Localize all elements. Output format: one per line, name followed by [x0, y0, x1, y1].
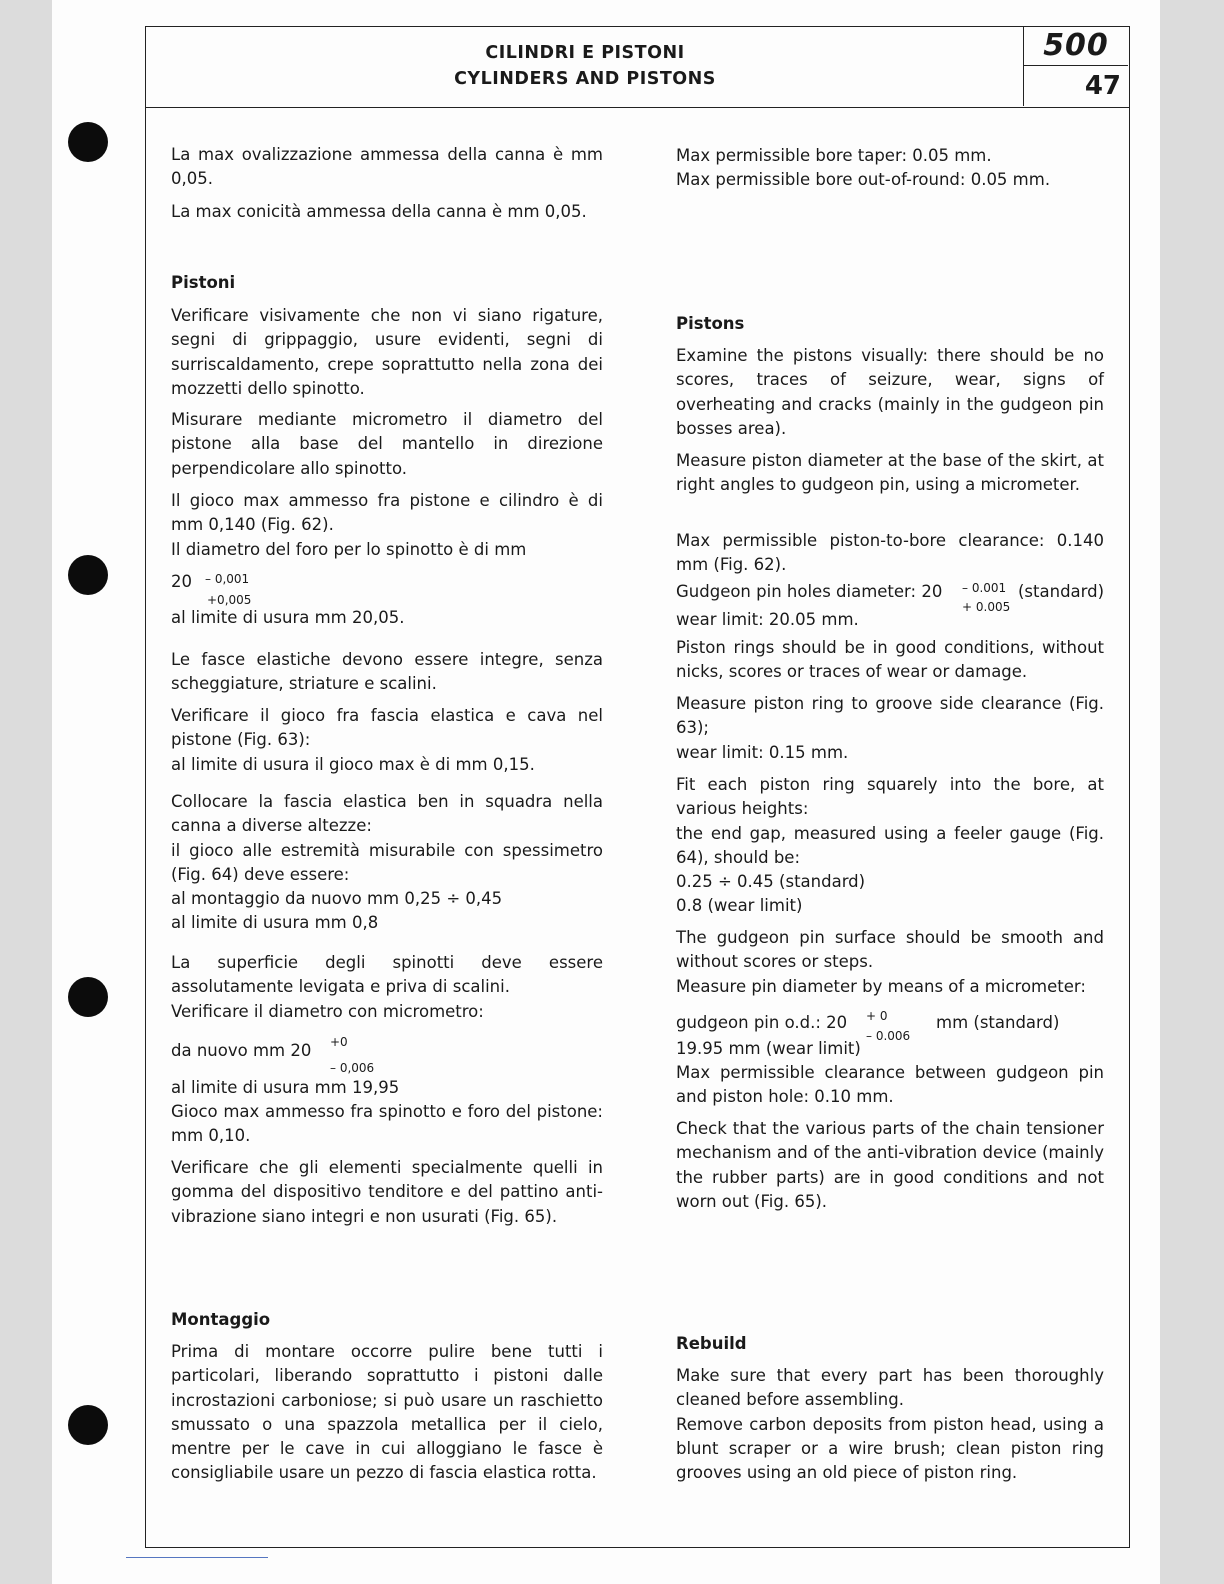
- spec-tail: (standard): [1018, 581, 1105, 601]
- paragraph: Gioco max ammesso fra spinotto e foro del pistone: mm 0,10.: [171, 1102, 603, 1146]
- paragraph: Prima di montare occorre pulire bene tutti i particolari, liberando soprattutto i pistoni dalle incrostazioni carboniose; si può usare un raschietto smussato o una spazzola metallica per il cielo, mentre per le cave in cui alloggiano le fasce è consigliabile usare un pezzo di fascia elastica rotta.: [171, 1342, 603, 1483]
- paragraph: wear limit: 0.15 mm.: [676, 742, 849, 762]
- paragraph: The gudgeon pin surface should be smooth and without scores or steps.: [676, 928, 1104, 972]
- paragraph: Examine the pistons visually: there should be no scores, traces of seizure, wear, signs of overheating and cracks (mainly in the gudgeon pin bosses area).: [676, 346, 1104, 438]
- paragraph: Max permissible piston-to-bore clearance: 0.140 mm (Fig. 62).: [676, 531, 1104, 575]
- paragraph: Measure piston ring to groove side clearance (Fig. 63);: [676, 694, 1104, 738]
- paragraph: al limite di usura mm 0,8: [171, 913, 379, 933]
- page-header: [145, 26, 1130, 108]
- spec-lower-tolerance: +0,005: [207, 592, 252, 607]
- binder-hole: [68, 555, 108, 595]
- section-heading-montaggio: Montaggio: [171, 1310, 271, 1329]
- section-heading-rebuild: Rebuild: [676, 1334, 747, 1353]
- binder-hole: [68, 1405, 108, 1445]
- spec-lower-tolerance: – 0,006: [330, 1060, 375, 1075]
- bore-limits-block: [676, 144, 1104, 193]
- clearance-block: [676, 529, 1104, 632]
- title-english: CYLINDERS AND PISTONS: [454, 69, 716, 89]
- clearance-block: [171, 489, 603, 630]
- paragraph: Il diametro del foro per lo spinotto è di mm: [171, 539, 527, 559]
- paragraph: Make sure that every part has been thoroughly cleaned before assembling.: [676, 1366, 1104, 1410]
- page-number: 47: [1084, 71, 1121, 101]
- paragraph: Max permissible bore out-of-round: 0.05 mm.: [676, 170, 1051, 190]
- binder-hole: [68, 977, 108, 1017]
- paragraph: Collocare la fascia elastica ben in squadra nella canna a diverse altezze:: [171, 792, 603, 836]
- paragraph: Max permissible clearance between gudgeon pin and piston hole: 0.10 mm.: [676, 1063, 1104, 1107]
- paragraph: La superficie degli spinotti deve essere assolutamente levigata e priva di scalini.: [171, 953, 603, 997]
- paragraph: Fit each piston ring squarely into the bore, at various heights:: [676, 775, 1104, 819]
- spec-base: da nuovo mm 20: [171, 1040, 312, 1060]
- ring-gap-block: [171, 704, 603, 777]
- paragraph: al limite di usura mm 19,95: [171, 1077, 400, 1097]
- brand-logo: 500: [1024, 26, 1128, 66]
- paragraph: Verificare il gioco fra fascia elastica e cava nel pistone (Fig. 63):: [171, 706, 603, 750]
- spec-upper-tolerance: + 0: [866, 1008, 888, 1023]
- paragraph: 0.8 (wear limit): [676, 896, 803, 916]
- title-italian: CILINDRI E PISTONI: [485, 43, 685, 63]
- spec-base: gudgeon pin o.d.: 20: [676, 1012, 848, 1032]
- ring-end-gap-block: [171, 790, 603, 936]
- binder-hole: [68, 122, 108, 162]
- paragraph: La max conicità ammessa della canna è mm 0,05.: [171, 201, 587, 221]
- hole-diameter-spec: [676, 578, 1105, 614]
- pin-diameter-spec: [676, 999, 1104, 1043]
- paragraph: Misurare mediante micrometro il diametro del pistone alla base del mantello in direzione perpendicolare allo spinotto.: [171, 410, 603, 478]
- section-heading-pistons: Pistons: [676, 314, 745, 333]
- spec-tail: mm (standard): [936, 1012, 1060, 1032]
- paragraph: Measure piston diameter at the base of the skirt, at right angles to gudgeon pin, using a micrometer.: [676, 451, 1104, 495]
- paragraph: il gioco alle estremità misurabile con spessimetro (Fig. 64) deve essere:: [171, 840, 603, 884]
- spec-lower-tolerance: – 0.006: [866, 1028, 911, 1043]
- paragraph: Le fasce elastiche devono essere integre, senza scheggiature, striature e scalini.: [171, 650, 603, 694]
- section-heading-pistoni: Pistoni: [171, 273, 236, 292]
- paragraph: Verificare visivamente che non vi siano rigature, segni di grippaggio, usure evidenti, segni di surriscaldamento, crepe soprattutto nella zona dei mozzetti dello spinotto.: [171, 306, 603, 398]
- paragraph: 19.95 mm (wear limit): [676, 1038, 861, 1058]
- ovality-block: [171, 143, 603, 224]
- paragraph: Il gioco max ammesso fra pistone e cilindro è di mm 0,140 (Fig. 62).: [171, 491, 603, 535]
- footer-rule: [126, 1557, 268, 1558]
- ring-end-gap-block: [676, 773, 1104, 919]
- paragraph: Check that the various parts of the chain tensioner mechanism and of the anti-vibration device (mainly the rubber parts) are in good conditions and not worn out (Fig. 65).: [676, 1119, 1104, 1211]
- spec-upper-tolerance: +0: [330, 1034, 348, 1049]
- pin-diameter-spec: [171, 1024, 603, 1076]
- rebuild-block: [676, 1364, 1104, 1485]
- spec-upper-tolerance: – 0,001: [205, 571, 250, 586]
- paragraph: wear limit: 20.05 mm.: [676, 609, 859, 629]
- paragraph: Verificare il diametro con micrometro:: [171, 1001, 484, 1021]
- paragraph: Remove carbon deposits from piston head, using a blunt scraper or a wire brush; clean piston ring grooves using an old piece of piston ring.: [676, 1414, 1104, 1483]
- spec-lower-tolerance: + 0.005: [962, 599, 1011, 614]
- paragraph: al montaggio da nuovo mm 0,25 ÷ 0,45: [171, 889, 503, 909]
- paragraph: Piston rings should be in good conditions, without nicks, scores or traces of wear or damage.: [676, 638, 1104, 682]
- logo-box: [1023, 26, 1129, 106]
- hole-diameter-spec: [171, 562, 603, 606]
- paragraph: al limite di usura il gioco max è di mm 0,15.: [171, 754, 535, 774]
- spec-base: Gudgeon pin holes diameter: 20: [676, 581, 943, 601]
- paragraph: La max ovalizzazione ammessa della canna è mm 0,05.: [171, 145, 603, 189]
- spec-base: 20: [171, 571, 192, 591]
- paragraph: Max permissible bore taper: 0.05 mm.: [676, 146, 992, 165]
- paragraph: Verificare che gli elementi specialmente quelli in gomma del dispositivo tenditore e del pattino anti-vibrazione siano integri e non usurati (Fig. 65).: [171, 1158, 603, 1226]
- paragraph: Measure pin diameter by means of a micrometer:: [676, 976, 1086, 996]
- pin-block: [676, 926, 1104, 1110]
- paragraph: the end gap, measured using a feeler gauge (Fig. 64), should be:: [676, 823, 1104, 867]
- paragraph: 0.25 ÷ 0.45 (standard): [676, 872, 866, 892]
- pin-block: [171, 951, 603, 1149]
- spec-upper-tolerance: – 0.001: [962, 580, 1007, 595]
- ring-groove-block: [676, 692, 1104, 765]
- paragraph: al limite di usura mm 20,05.: [171, 607, 405, 627]
